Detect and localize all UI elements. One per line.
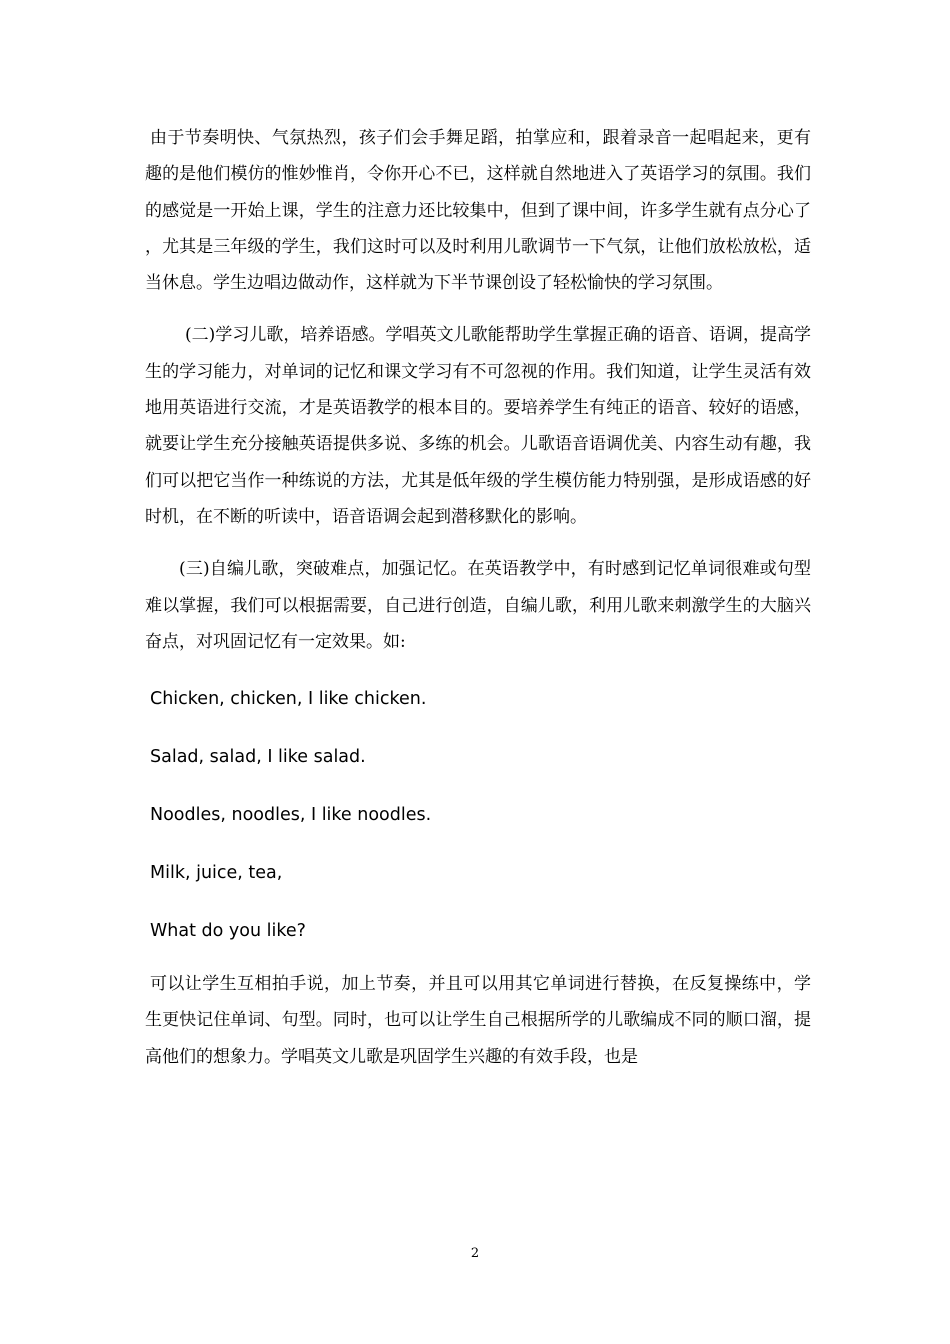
song-line: Milk, juice, tea, — [150, 863, 283, 884]
page-number: 2 — [470, 1246, 480, 1261]
song-example — [145, 670, 811, 960]
paragraph-language-sense: (二)学习儿歌，培养语感。学唱英文儿歌能帮助学生掌握正确的语音、语调，提高学生的学习能力，对单词的记忆和课文学习有不可忽视的作用。我们知道，让学生灵活有效地用英语进行交流，才是英语教学的根本目的。要培养学生有纯正的语音、较好的语感，就要让学生充分接触英语提供多说、多练的机会。儿歌语音语调优美、内容生动有趣，我们可以把它当作一种练说的方法，尤其是低年级的学生模仿能力特别强，是形成语感的好时机，在不断的听读中，语音语调会起到潜移默化的影响。 — [145, 325, 811, 527]
song-line: Noodles, noodles, I like noodles. — [150, 805, 432, 826]
document-body — [145, 120, 811, 1075]
song-line: Chicken, chicken, I like chicken. — [150, 689, 427, 710]
paragraph-atmosphere: 由于节奏明快、气氛热烈，孩子们会手舞足蹈，拍掌应和，跟着录音一起唱起来，更有趣的是他们模仿的惟妙惟肖，令你开心不已，这样就自然地进入了英语学习的氛围。我们的感觉是一开始上课，学生的注意力还比较集中，但到了课中间，许多学生就有点分心了，尤其是三年级的学生，我们这时可以及时利用儿歌调节一下气氛，让他们放松放松，适当休息。学生边唱边做动作，这样就为下半节课创设了轻松愉快的学习氛围。 — [145, 128, 811, 294]
paragraph-closing: 可以让学生互相拍手说，加上节奏，并且可以用其它单词进行替换，在反复操练中，学生更快记住单词、句型。同时，也可以让学生自己根据所学的儿歌编成不同的顺口溜，提高他们的想象力。学唱英文儿歌是巩固学生兴趣的有效手段，也是 — [145, 974, 811, 1067]
song-line: What do you like? — [150, 921, 306, 942]
paragraph-self-made-songs: (三)自编儿歌，突破难点，加强记忆。在英语教学中，有时感到记忆单词很难或句型难以掌握，我们可以根据需要，自己进行创造，自编儿歌，利用儿歌来刺激学生的大脑兴奋点，对巩固记忆有一定效果。如: — [145, 559, 811, 652]
song-line: Salad, salad, I like salad. — [150, 747, 366, 768]
